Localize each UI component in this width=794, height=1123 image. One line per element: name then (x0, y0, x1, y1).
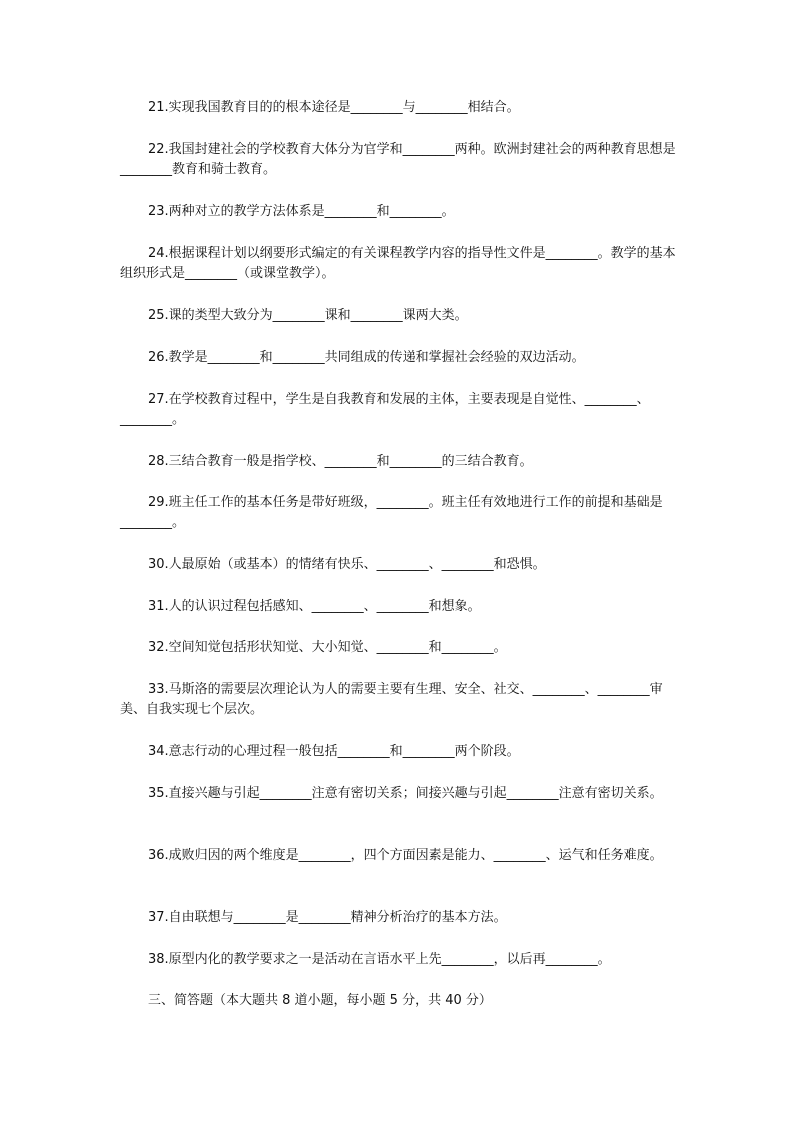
question-25: 25.课的类型大致分为________课和________课两大类。 (148, 308, 468, 323)
question-35: 35.直接兴趣与引起________注意有密切关系；间接兴趣与引起________注意有密切关系。 (148, 786, 663, 801)
question-34: 34.意志行动的心理过程一般包括________和________两个阶段。 (148, 744, 520, 759)
question-31: 31.人的认识过程包括感知、________、________和想象。 (148, 599, 481, 614)
section-heading: 三、简答题（本大题共 8 道小题，每小题 5 分，共 40 分） (148, 993, 492, 1008)
question-27: 27.在学校教育过程中，学生是自我教育和发展的主体，主要表现是自觉性、________、________。 (120, 392, 650, 427)
question-32: 32.空间知觉包括形状知觉、大小知觉、________和________。 (148, 640, 507, 655)
question-33: 33.马斯洛的需要层次理论认为人的需要主要有生理、安全、社交、________、________审美、自我实现七个层次。 (120, 682, 663, 717)
question-36: 36.成败归因的两个维度是________，四个方面因素是能力、________、运气和任务难度。 (148, 848, 663, 863)
question-22: 22.我国封建社会的学校教育大体分为官学和________两种。欧洲封建社会的两种教育思想是________教育和骑士教育。 (120, 142, 676, 177)
question-26: 26.教学是________和________共同组成的传递和掌握社会经验的双边活动。 (148, 350, 585, 365)
question-29: 29.班主任工作的基本任务是带好班级，________。班主任有效地进行工作的前提和基础是________。 (120, 495, 663, 530)
question-30: 30.人最原始（或基本）的情绪有快乐、________、________和恐惧。 (148, 557, 546, 572)
question-38: 38.原型内化的教学要求之一是活动在言语水平上先________，以后再________。 (148, 952, 611, 967)
question-24: 24.根据课程计划以纲要形式编定的有关课程教学内容的指导性文件是________。教学的基本组织形式是________（或课堂教学）。 (120, 246, 676, 281)
question-23: 23.两种对立的教学方法体系是________和________。 (148, 204, 455, 219)
question-28: 28.三结合教育一般是指学校、________和________的三结合教育。 (148, 454, 533, 469)
question-37: 37.自由联想与________是________精神分析治疗的基本方法。 (148, 910, 507, 925)
question-21: 21.实现我国教育目的的根本途径是________与________相结合。 (148, 100, 520, 115)
